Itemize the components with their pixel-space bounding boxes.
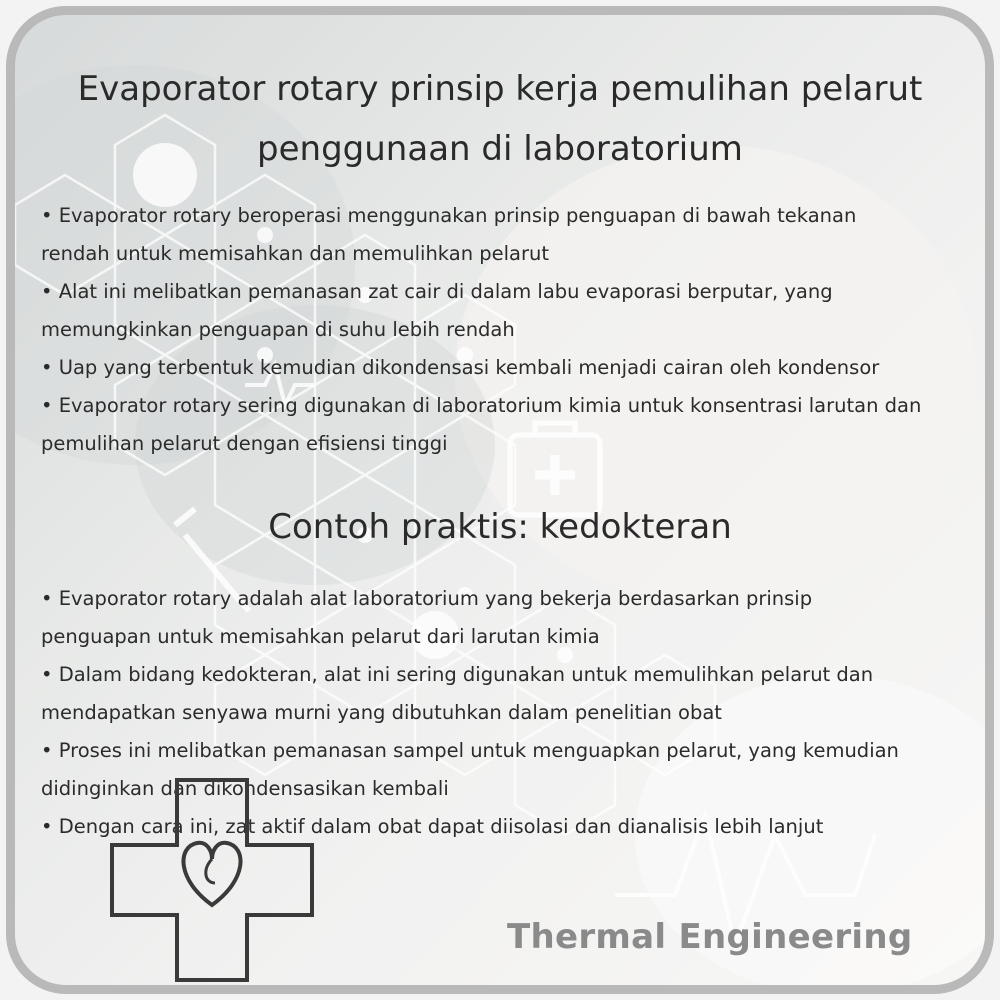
title-line: Evaporator rotary prinsip kerja pemulihan pelarut: [77, 69, 923, 109]
list-item: • Evaporator rotary adalah alat laboratorium yang bekerja berdasarkan prinsip: [41, 587, 813, 610]
watermark-brand: Thermal Engineering: [507, 917, 913, 957]
list-item: mendapatkan senyawa murni yang dibutuhkan dalam penelitian obat: [41, 701, 722, 724]
medical-cross-heart-logo-icon: [107, 775, 317, 985]
list-item: • Alat ini melibatkan pemanasan zat cair di dalam labu evaporasi berputar, yang: [41, 280, 833, 303]
list-item: memungkinkan penguapan di suhu lebih rendah: [41, 318, 515, 341]
section-2-heading: Contoh praktis: kedokteran: [268, 507, 732, 547]
list-item: didinginkan dan dikondensasikan kembali: [41, 777, 449, 800]
list-item: penguapan untuk memisahkan pelarut dari larutan kimia: [41, 625, 600, 648]
list-item: • Evaporator rotary sering digunakan di laboratorium kimia untuk konsentrasi larutan dan: [41, 394, 922, 417]
title-line: penggunaan di laboratorium: [257, 129, 743, 169]
list-item: • Uap yang terbentuk kemudian dikondensasi kembali menjadi cairan oleh kondensor: [41, 356, 880, 379]
infographic-card: [6, 6, 994, 994]
list-item: • Evaporator rotary beroperasi menggunakan prinsip penguapan di bawah tekanan: [41, 204, 857, 227]
section-1-bullet-list: [41, 197, 971, 463]
page-title: [35, 59, 965, 179]
list-item: pemulihan pelarut dengan efisiensi tinggi: [41, 432, 448, 455]
list-item: • Dengan cara ini, zat aktif dalam obat dapat diisolasi dan dianalisis lebih lanjut: [41, 815, 824, 838]
list-item: rendah untuk memisahkan dan memulihkan pelarut: [41, 242, 550, 265]
list-item: • Dalam bidang kedokteran, alat ini sering digunakan untuk memulihkan pelarut dan: [41, 663, 874, 686]
list-item: • Proses ini melibatkan pemanasan sampel untuk menguapkan pelarut, yang kemudian: [41, 739, 899, 762]
